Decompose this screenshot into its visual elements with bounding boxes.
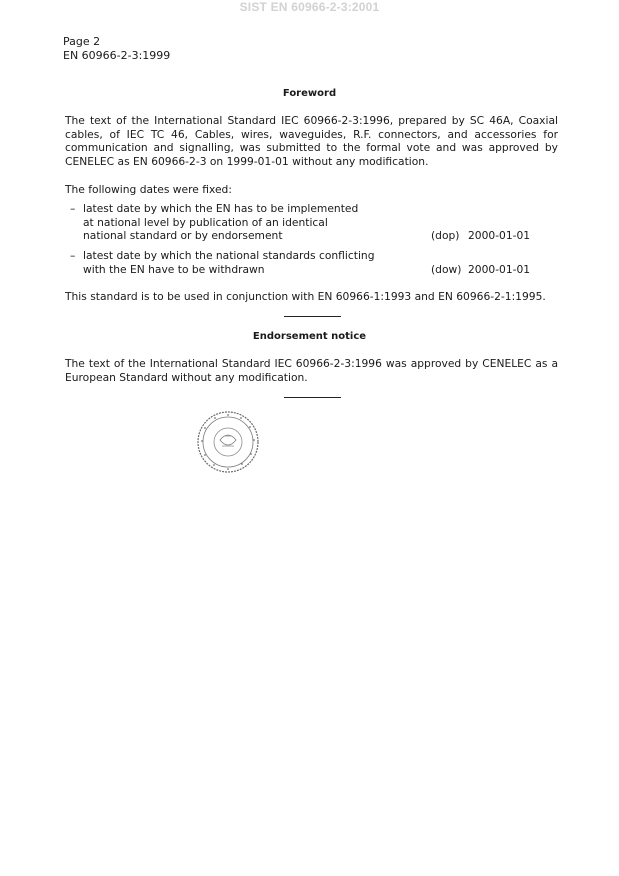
intro-line: cables, of IEC TC 46, Cables, wires, waveguides, R.F. connectors, and accessories for xyxy=(65,127,558,141)
date-code: (dop) xyxy=(431,229,460,242)
conjunction-note: This standard is to be used in conjunction with EN 60966-1:1993 and EN 60966-2-1:1995. xyxy=(65,290,546,303)
date-item-text xyxy=(83,202,403,243)
date-code: (dow) xyxy=(431,262,462,276)
date-item-dow xyxy=(0,249,619,277)
list-dash: – xyxy=(70,249,76,262)
foreword-title: Foreword xyxy=(282,88,337,99)
section-divider xyxy=(284,316,341,317)
official-seal-stamp xyxy=(196,410,260,474)
endorsement-line: European Standard without any modification. xyxy=(65,370,308,384)
foreword-intro xyxy=(65,114,558,168)
page-number: Page 2 xyxy=(63,35,101,48)
page-header xyxy=(63,35,170,63)
endorsement-line: The text of the International Standard IEC 60966-2-3:1996 was approved by CENELEC as a xyxy=(65,357,558,370)
endorsement-text xyxy=(65,357,558,384)
intro-line: CENELEC as EN 60966-2-3 on 1999-01-01 without any modification. xyxy=(65,154,429,168)
date-item-line: at national level by publication of an identical xyxy=(83,215,328,229)
list-dash: – xyxy=(70,202,76,215)
intro-line: communication and signalling, was submitted to the formal vote and was approved by xyxy=(65,141,558,154)
date-item-text xyxy=(83,249,403,276)
standard-number: EN 60966-2-3:1999 xyxy=(63,49,171,62)
date-item-line: latest date by which the national standards conflicting xyxy=(83,249,375,262)
date-item-dop xyxy=(0,202,619,244)
dates-intro: The following dates were fixed: xyxy=(65,183,232,196)
endorsement-title: Endorsement notice xyxy=(252,331,367,342)
end-divider xyxy=(284,397,341,398)
date-value: 2000-01-01 xyxy=(468,229,531,242)
date-item-line: latest date by which the EN has to be implemented xyxy=(83,202,359,215)
date-item-line: national standard or by endorsement xyxy=(83,229,283,242)
date-item-line: with the EN have to be withdrawn xyxy=(83,262,265,276)
date-value: 2000-01-01 xyxy=(468,262,531,276)
intro-line: The text of the International Standard IEC 60966-2-3:1996, prepared by SC 46A, Coaxial xyxy=(65,114,558,127)
watermark: SIST EN 60966-2-3:2001 xyxy=(239,0,380,14)
